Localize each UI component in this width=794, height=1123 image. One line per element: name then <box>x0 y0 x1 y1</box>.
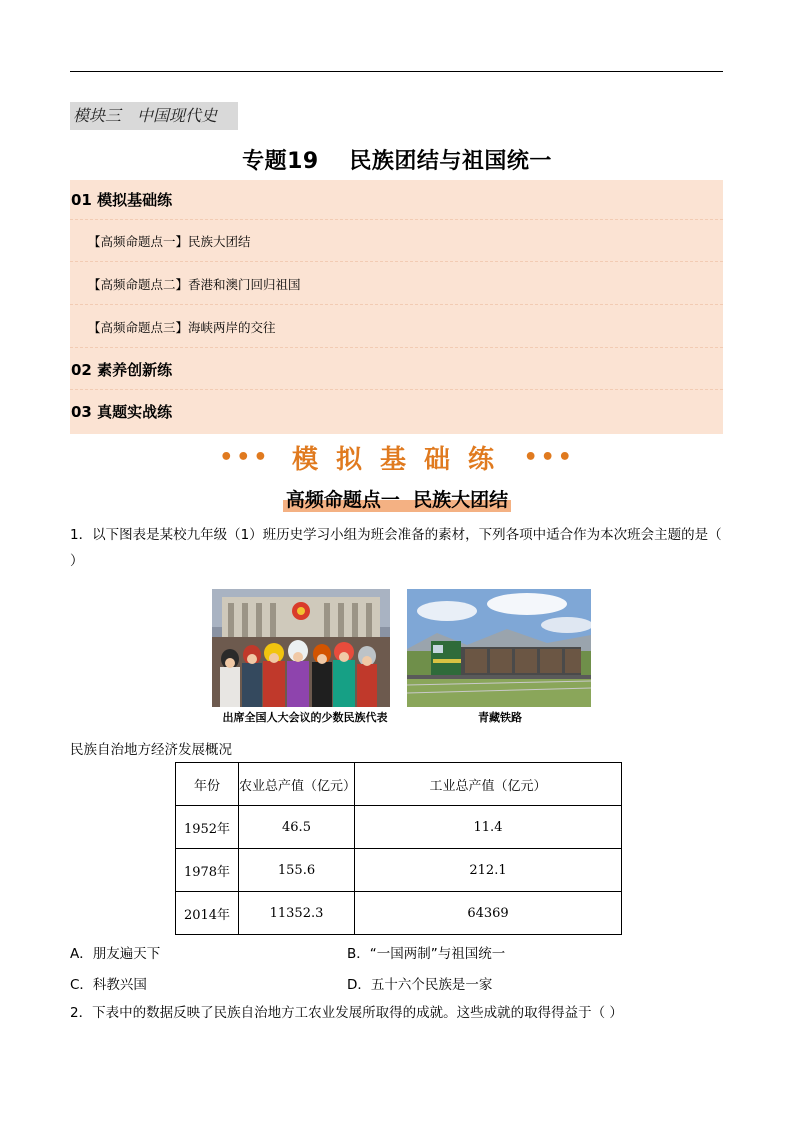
cell-year: 1978年 <box>176 849 239 892</box>
header-agri: 农业总产值（亿元） <box>239 763 355 806</box>
header-industry: 工业总产值（亿元） <box>355 763 622 806</box>
photo-qinghai-tibet-railway <box>407 589 591 707</box>
caption-minority-deputies: 出席全国人大会议的少数民族代表 <box>222 711 388 724</box>
question-1-text: 1．以下图表是某校九年级（1）班历史学习小组为班会准备的素材，下列各项中适合作为本次班会主题的是（ ） <box>70 527 722 569</box>
table-of-contents <box>70 180 723 434</box>
page-title: 专题19 民族团结与祖国统一 <box>242 149 552 174</box>
toc-item-topic-1[interactable]: 【高频命题点一】民族大团结 <box>70 222 723 262</box>
cell-year: 2014年 <box>176 892 239 935</box>
cell-agri: 11352.3 <box>239 892 355 935</box>
option-d[interactable]: D．五十六个民族是一家 <box>347 977 493 993</box>
header-rule <box>70 71 723 72</box>
toc-item-section-03[interactable]: 03 真题实战练 <box>71 403 173 421</box>
table-header-row <box>176 763 622 806</box>
toc-item-section-02[interactable]: 02 素养创新练 <box>70 350 723 390</box>
topic-heading-text: 高频命题点一 民族大团结 <box>283 485 511 512</box>
question-2-text: 2．下表中的数据反映了民族自治地方工农业发展所取得的成就。这些成就的取得得益于（ ） <box>70 1005 623 1021</box>
cell-agri: 46.5 <box>239 806 355 849</box>
toc-item-topic-3[interactable]: 【高频命题点三】海峡两岸的交往 <box>70 308 723 348</box>
caption-railway: 青藏铁路 <box>478 711 522 724</box>
cell-agri: 155.6 <box>239 849 355 892</box>
cell-year: 1952年 <box>176 806 239 849</box>
toc-item-topic-2[interactable]: 【高频命题点二】香港和澳门回归祖国 <box>70 265 723 305</box>
toc-item-section-01[interactable]: 01 模拟基础练 <box>70 180 723 220</box>
module-tag: 模块三 中国现代史 <box>70 102 238 130</box>
section-banner <box>0 439 794 476</box>
banner-dots-left: ••• <box>219 445 271 470</box>
photo-minority-deputies <box>212 589 390 707</box>
cell-industry: 64369 <box>355 892 622 935</box>
banner-dots-right: ••• <box>523 445 575 470</box>
table-row <box>176 806 622 849</box>
option-c[interactable]: C．科教兴国 <box>70 977 147 993</box>
table-title: 民族自治地方经济发展概况 <box>70 742 232 758</box>
header-year: 年份 <box>176 763 239 806</box>
topic-heading <box>0 485 794 512</box>
option-a[interactable]: A．朋友遍天下 <box>70 946 161 962</box>
economy-table <box>175 762 622 935</box>
table-row <box>176 849 622 892</box>
banner-title: 模拟基础练 <box>291 445 512 475</box>
table-row <box>176 892 622 935</box>
cell-industry: 212.1 <box>355 849 622 892</box>
cell-industry: 11.4 <box>355 806 622 849</box>
option-b[interactable]: B．“一国两制”与祖国统一 <box>347 946 506 962</box>
